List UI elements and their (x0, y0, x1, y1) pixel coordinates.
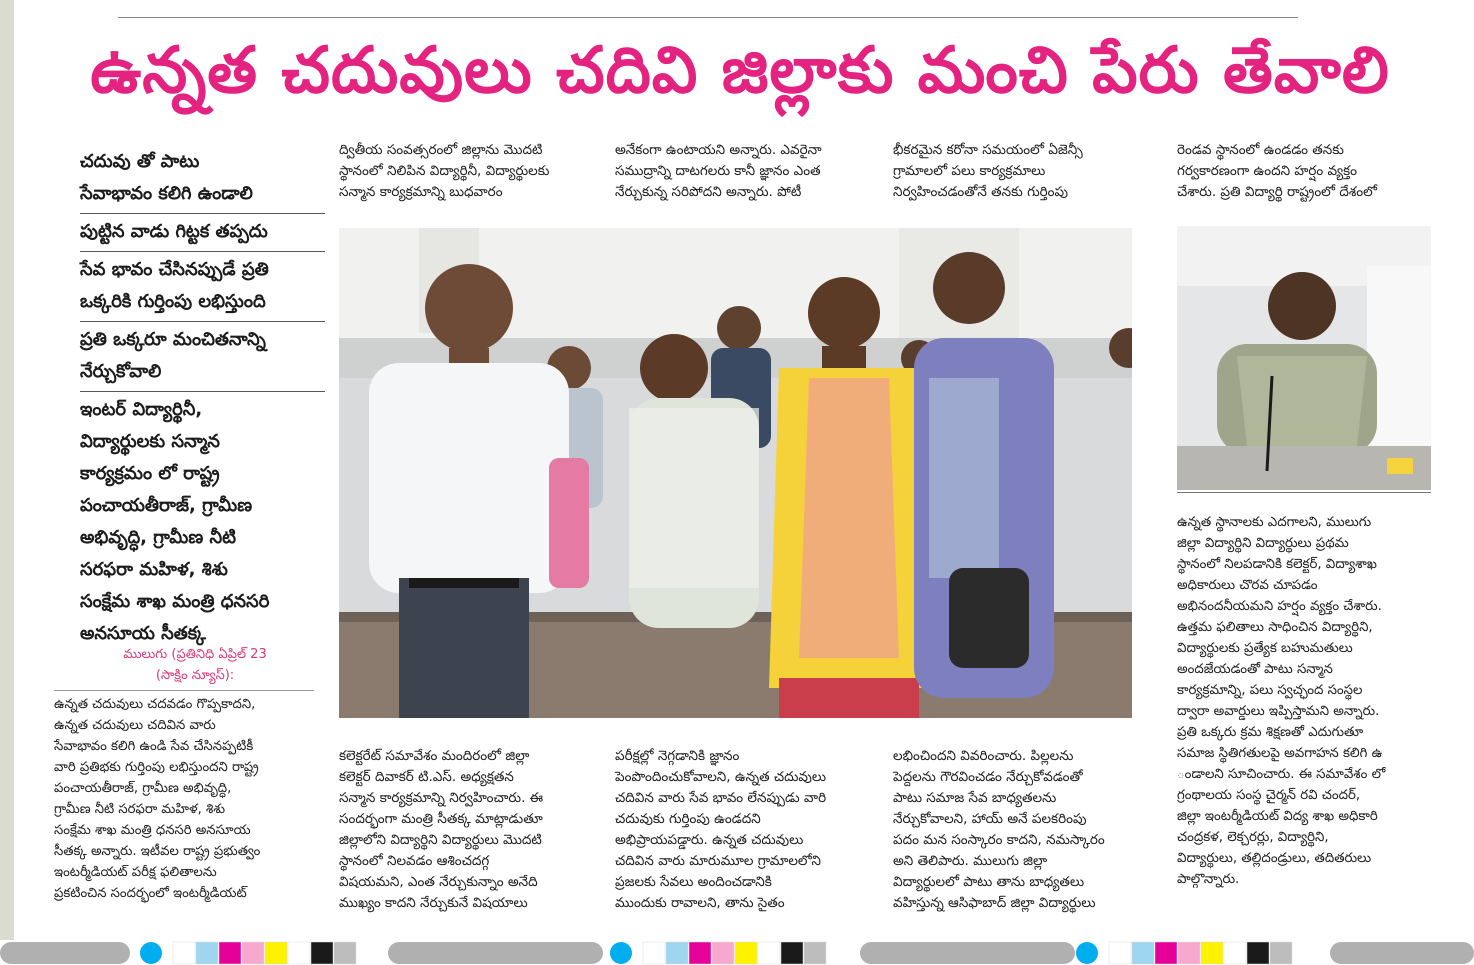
text-line: కలెక్టరేట్ సమావేశం మందిరంలో జిల్లా (339, 748, 530, 764)
highlight-line: చదువు తో పాటు (80, 151, 200, 172)
registration-swatch (311, 942, 333, 964)
highlight-line: పుట్టిన వాడు గిట్టక తప్పదు (80, 221, 268, 242)
registration-swatch (781, 942, 803, 964)
main-photo (339, 228, 1132, 718)
text-line: సేవాభావం కలిగి ఉండి సేవ చేసినప్పటికీ (54, 739, 254, 754)
article-column-3-top (615, 140, 870, 203)
text-line: విద్యార్థులకు ప్రత్యేక బహుమతులు (1177, 641, 1353, 656)
text-line: సమాజ స్థితిగతులపై అవగాహన కలిగి ఉ (1177, 746, 1383, 761)
text-line: స్థానంలో నిలిపిన విద్యార్థినీ, విద్యార్థులకు (339, 163, 550, 179)
text-line: ఉన్నత చదువులు చదివిన వారు (54, 718, 216, 733)
registration-swatch (1201, 942, 1223, 964)
text-line: కలెక్టర్ దివాకర్ టి.ఎస్. అధ్యక్షతన (339, 769, 514, 785)
article-column-2-top (339, 140, 594, 203)
registration-dot (1076, 942, 1098, 964)
grey-bar-segment (1330, 942, 1474, 964)
highlight-line: అభివృద్ధి, గ్రామీణ నీటి (80, 527, 237, 548)
registration-swatch (804, 942, 826, 964)
side-photo (1177, 226, 1431, 490)
highlight-line: సంక్షేమ శాఖ మంత్రి ధనసరి (80, 591, 270, 612)
article-column-5 (1177, 512, 1439, 890)
text-line: విద్యార్థులు, తల్లిదండ్రులు, తదితరులు (1177, 851, 1372, 866)
text-line: ముందుకు రావాలని, తాను సైతం (615, 895, 785, 911)
text-line: భీకరమైన కరోనా సమయంలో ఏజెన్సీ (893, 142, 1083, 158)
text-line: పదం మన సంస్కారం కాదని, నమస్కారం (893, 832, 1105, 848)
highlight-line: అనసూయ సీతక్క (80, 623, 206, 644)
text-line: చదివిన వారు సేవ భావం లేనప్పుడు వారి (615, 790, 827, 806)
text-line: ఉత్తమ ఫలితాలు సాధించిన విద్యార్థిని, (1177, 620, 1373, 635)
text-line: పెద్దలను గౌరవించడం నేర్చుకోవడంతో (893, 769, 1083, 785)
text-line: ద్వారా అవార్డులు ఇప్పిస్తామని అన్నారు. (1177, 704, 1380, 719)
headline: ఉన్నత చదువులు చదివి జిల్లాకు మంచి పేరు తేవాలి (90, 34, 1390, 108)
divider (54, 690, 314, 691)
text-line: ఉన్నత స్థానాలకు ఎదగాలని, ములుగు (1177, 515, 1372, 530)
text-line: చదివిన వారు మారుమూల గ్రామాలలోని (615, 853, 821, 869)
grey-bar-segment (860, 942, 1075, 964)
grey-bar-segment (388, 942, 603, 964)
text-line: జిల్లా ఇంటర్మీడియట్ విద్య శాఖ అధికారి (1177, 809, 1378, 824)
text-line: అందజేయడంతో పాటు సన్మాన (1177, 662, 1333, 677)
highlight-line: నేర్చుకోవాలి (80, 361, 162, 382)
text-line: సముద్రాన్ని దాటగలరు కానీ జ్ఞానం ఎంత (615, 163, 821, 179)
highlight-line: ఒక్కరికి గుర్తింపు లభిస్తుంది (80, 291, 266, 312)
text-line: పరీక్షల్లో నెగ్గడానికి జ్ఞానం (615, 748, 740, 764)
registration-swatch (689, 942, 711, 964)
registration-swatch (196, 942, 218, 964)
text-line: పెంపొందించుకోవాలని, ఉన్నత చదువులు (615, 769, 827, 785)
dateline (80, 644, 310, 686)
text-line: అభినందనీయమని హర్షం వ్యక్తం చేశారు. (1177, 599, 1382, 614)
highlight-item (80, 392, 325, 653)
text-line: జిల్లా విద్యార్థిని విద్యార్థులు ప్రథమ (1177, 536, 1349, 551)
text-line: సంక్షేమ శాఖ మంత్రి ధనసరి అనసూయ (54, 823, 251, 838)
text-line: రెండవ స్థానంలో ఉండడం తనకు (1177, 142, 1344, 158)
highlight-line: విద్యార్థులకు సన్మాన (80, 431, 220, 452)
highlight-line: ఇంటర్ విద్యార్థినీ, (80, 399, 203, 420)
text-line: కార్యక్రమాన్ని, పలు స్వచ్ఛంద సంస్థల (1177, 683, 1363, 698)
highlight-line: కార్యక్రమం లో రాష్ట్ర (80, 463, 220, 484)
top-rule (118, 17, 1298, 18)
article-column-4-bottom (893, 746, 1155, 914)
text-line: సన్మాన కార్యక్రమాన్ని నిర్వహించారు. ఈ (339, 790, 544, 806)
text-line: ముఖ్యం కాదని నేర్చుకునే విషయాలు (339, 895, 528, 911)
text-line: నేర్చుకున్న సరిపోదని అన్నారు. పోటీ (615, 184, 802, 200)
article-column-5-top (1177, 140, 1437, 203)
registration-dot (140, 942, 162, 964)
text-line: పాటు సమాజ సేవ బాధ్యతలను (893, 790, 1057, 806)
text-line: అని తెలిపారు. ములుగు జిల్లా (893, 853, 1048, 869)
text-line: సందర్భంగా మంత్రి సీతక్క మాట్లాడుతూ (339, 811, 543, 827)
text-line: లభించిందని వివరించారు. పిల్లలను (893, 748, 1074, 764)
text-line: పాల్గొన్నారు. (1177, 872, 1240, 887)
text-line: అభిప్రాయపడ్డారు. ఉన్నత చదువులు (615, 832, 804, 848)
text-line: సీతక్క అన్నారు. ఇటీవల రాష్ట్ర ప్రభుత్వం (54, 844, 261, 859)
text-line: ఉన్నత చదువులు చదవడం గొప్పకాదని, (54, 697, 256, 712)
registration-swatch (643, 942, 665, 964)
registration-swatch (173, 942, 195, 964)
text-line: సన్మాన కార్యక్రమాన్ని బుధవారం (339, 184, 503, 200)
text-line: ఇంటర్మీడియట్ పరీక్ష ఫలితాలను (54, 865, 217, 880)
article-column-2-bottom (339, 746, 601, 914)
text-line: అధికారులు చొరవ చూపడం (1177, 578, 1318, 593)
highlight-item (80, 322, 325, 392)
highlight-line: సేవ భావం చేసినప్పుడే ప్రతి (80, 259, 269, 280)
registration-dot (610, 942, 632, 964)
text-line: గ్రామీణ నీటి సరఫరా మహిళ, శిశు (54, 802, 226, 817)
registration-swatch (1224, 942, 1246, 964)
registration-swatch (1109, 942, 1131, 964)
registration-swatch (242, 942, 264, 964)
photo-rule (1177, 492, 1431, 493)
text-line: అనేకంగా ఉంటాయని అన్నారు. ఎవరైనా (615, 142, 822, 158)
registration-swatch (265, 942, 287, 964)
highlight-line: పంచాయతీరాజ్, గ్రామీణ (80, 495, 253, 516)
text-line: విషయమని, ఎంత నేర్చుకున్నాం అనేది (339, 874, 538, 890)
article-column-3-bottom (615, 746, 877, 914)
text-line: చేశారు. ప్రతి విద్యార్థి రాష్ట్రంలో దేశంలో (1177, 184, 1378, 200)
text-line: వారి ప్రతిభకు గుర్తింపు లభిస్తుందని రాష్ట్ర (54, 760, 259, 775)
text-line: చంద్రకళ, లెక్చరర్లు, విద్యార్థిని, (1177, 830, 1329, 845)
registration-color-bar (0, 941, 1474, 965)
text-line: ండాలని సూచించారు. ఈ సమావేశం లో (1177, 767, 1386, 782)
text-line: ప్రతి ఒక్కరు క్రమ శిక్షణతో ఎదుగుతూ (1177, 725, 1364, 740)
text-line: నేర్చుకోవాలని, హాయ్ అనే పలకరింపు (893, 811, 1087, 827)
registration-swatch (219, 942, 241, 964)
highlight-line: సేవాభావం కలిగి ఉండాలి (80, 183, 253, 204)
text-line: పంచాయతీరాజ్, గ్రామీణ అభివృద్ధి, (54, 781, 232, 796)
highlight-item (80, 252, 325, 322)
registration-swatch (712, 942, 734, 964)
registration-swatch (288, 942, 310, 964)
text-line: ప్రకటించిన సందర్భంలో ఇంటర్మీడియట్ (54, 886, 247, 901)
registration-swatch (334, 942, 356, 964)
registration-swatch (735, 942, 757, 964)
registration-swatch (1155, 942, 1177, 964)
highlight-line: సరఫరా మహిళ, శిశు (80, 559, 228, 580)
highlight-item (80, 214, 325, 252)
text-line: గర్వకారణంగా ఉందని హర్షం వ్యక్తం (1177, 163, 1358, 179)
page-edge (0, 0, 14, 940)
registration-swatch (1247, 942, 1269, 964)
text-line: గ్రంథాలయ సంస్థ చైర్మన్ రవి చందర్, (1177, 788, 1361, 803)
dateline-line: ములుగు (ప్రతినిధి ఏప్రిల్ 23 (123, 647, 267, 662)
text-line: నిర్వహించడంతోనే తనకు గుర్తింపు (893, 184, 1068, 200)
text-line: విద్యార్థులలో పాటు తాను బాధ్యతలు (893, 874, 1085, 890)
grey-bar-segment (0, 942, 130, 964)
text-line: ప్రజలకు సేవలు అందించడానికి (615, 874, 772, 890)
text-line: చదువుకు గుర్తింపు ఉండదని (615, 811, 761, 827)
text-line: గ్రామాలలో పలు కార్యక్రమాలు (893, 163, 1046, 179)
text-line: ద్వితీయ సంవత్సరంలో జిల్లాను మొదటి (339, 142, 543, 158)
registration-swatch (1270, 942, 1292, 964)
registration-swatch (666, 942, 688, 964)
article-column-1 (54, 694, 316, 904)
registration-swatch (1178, 942, 1200, 964)
highlights-box (80, 144, 325, 653)
registration-swatch (1132, 942, 1154, 964)
text-line: స్థానంలో నిలవడం ఆశించదగ్గ (339, 853, 490, 869)
dateline-line: (సాక్షిం న్యూస్): (155, 668, 235, 683)
text-line: స్థానంలో నిలపడానికి కలెక్టర్, విద్యాశాఖ (1177, 557, 1377, 572)
registration-swatch (758, 942, 780, 964)
article-column-4-top (893, 140, 1148, 203)
text-line: వహిస్తున్న ఆసిఫాబాద్ జిల్లా విద్యార్థులు (893, 895, 1096, 911)
highlight-item (80, 144, 325, 214)
text-line: జిల్లాలోని విద్యార్థిని విద్యార్థులు మొదటి (339, 832, 542, 848)
highlight-line: ప్రతి ఒక్కరూ మంచితనాన్ని (80, 329, 266, 350)
